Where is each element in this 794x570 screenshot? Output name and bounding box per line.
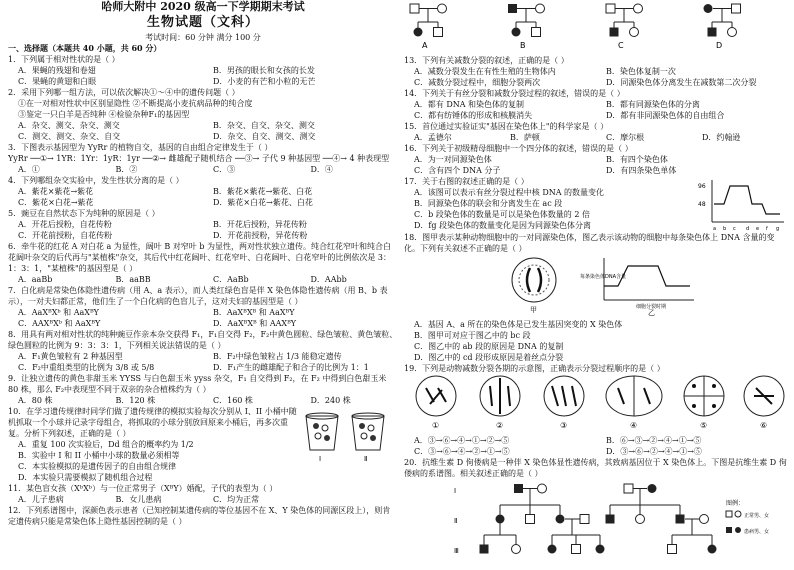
options xyxy=(404,165,788,176)
pedigree-label: D xyxy=(716,41,723,50)
pedigree-c xyxy=(606,4,643,50)
option[interactable]: A．80 株 xyxy=(18,396,53,405)
cell-label: ③ xyxy=(560,421,568,430)
option[interactable]: D．240 株 xyxy=(310,396,351,405)
option[interactable]: D．F₁产生的雌雄配子和合子的比例为 1：1 xyxy=(213,363,369,372)
option[interactable]: B．aaBB xyxy=(115,275,151,284)
option[interactable]: C．含有四个 DNA 分子 xyxy=(414,166,501,175)
option[interactable]: C．果蝇的黄翅和白眼 xyxy=(18,77,97,86)
bucket-label: Ⅱ xyxy=(364,455,368,463)
x-tick: c xyxy=(733,226,736,232)
option[interactable]: C．均为正常 xyxy=(213,495,260,504)
x-tick: d xyxy=(746,226,750,232)
cross-chain: YyRr ──①→ 1YR：1Yr：1yR：1yr ──②→ 雌雄配子随机结合 ──③→ 子代 9 种基因型 ──④→ 4 种表现型 xyxy=(8,154,390,163)
bucket-2 xyxy=(352,413,384,463)
dna-curve xyxy=(714,186,780,214)
legend-affected: 患病男、女 xyxy=(744,529,770,535)
option[interactable]: B．开花后授粉，异花传粉 xyxy=(213,220,307,229)
x-tick: b xyxy=(723,226,727,232)
options xyxy=(404,66,788,77)
option[interactable]: B．AaXᴮXᴮ 和 AaXᴮY xyxy=(213,308,295,317)
cell-5 xyxy=(684,376,724,430)
question-10 xyxy=(8,406,398,483)
option[interactable]: A．该图可以表示有丝分裂过程中核 DNA 的数量变化 xyxy=(414,188,605,197)
pedigree-b xyxy=(508,4,545,50)
option[interactable]: B．萨顿 xyxy=(510,133,540,142)
option[interactable]: A．果蝇的残翅和卷翅 xyxy=(18,66,96,75)
options xyxy=(8,186,398,197)
option[interactable]: C．测交、测交、杂交、自交 xyxy=(18,132,121,141)
cell-label: ① xyxy=(432,421,440,430)
pedigree-12-figure xyxy=(404,0,788,52)
options xyxy=(404,435,788,446)
option[interactable]: D．AaXᴮXᴮ 和 AAXᴮY xyxy=(213,319,297,328)
option[interactable]: B．⑥→③→②→④→①→⑤ xyxy=(606,436,702,445)
option[interactable]: A．孟德尔 xyxy=(414,133,452,142)
question-stem: 15．首位通过实验证实"基因在染色体上"的科学家是（ ） xyxy=(404,122,609,131)
options xyxy=(404,154,788,165)
cell-label: ② xyxy=(496,421,504,430)
option[interactable]: D．杂交、自交、测交、测交 xyxy=(213,132,316,141)
generation-label: Ⅱ xyxy=(454,517,458,525)
option[interactable]: D．AAbb xyxy=(310,275,347,284)
question-stem: 20．抗维生素 D 佝偻病是一种伴 X 染色体显性遗传病，其致病基因位于 X 染色体上。下图是抗维生素 D 佝偻病的系谱图。相关叙述正确的是（ ） xyxy=(404,458,787,478)
option[interactable]: D．都有非同源染色体的自由组合 xyxy=(606,111,725,120)
option[interactable]: C．本实验模拟的是遗传因子的自由组合规律 xyxy=(18,462,177,471)
option[interactable]: A．③→⑥→④→①→②→⑤ xyxy=(414,436,510,445)
options xyxy=(8,164,398,175)
option[interactable]: C．减数分裂过程中，细胞分裂两次 xyxy=(414,78,541,87)
cell-3 xyxy=(544,376,584,430)
cell-2 xyxy=(480,376,520,430)
pedigree-20-figure xyxy=(404,479,788,567)
option[interactable]: C．AaBb xyxy=(213,275,249,284)
options xyxy=(8,318,398,329)
question-stem: 11．某色盲女孩（XᵇXᵇ）与一位正常男子（XᴮY）婚配，子代的表型为（ ） xyxy=(8,484,278,493)
axis-label: 细胞分裂时期 xyxy=(636,304,667,310)
option[interactable]: D．图乙中的 cd 段形成原因是着丝点分裂 xyxy=(414,353,564,362)
question-stem: 7．白化病是常染色体隐性遗传病（用 A、a 表示），而人类红绿色盲是伴 X 染色体隐性遗传病（用 B、b 表示），一对夫妇都正常，他们生了一个白化病的色盲儿子，这对夫妇的基因型是（ ） xyxy=(8,286,388,306)
question-line: ③鉴定一只白羊是否纯种 ④检验杂种F₁的基因型 xyxy=(18,110,190,119)
option[interactable]: B．② xyxy=(115,165,138,174)
question-stem: 10．在学习遗传规律时同学们做了遗传规律的模拟实验每次分别从 I、II 小桶中随机抓取一个小球并记录字母组合，将抓取的小球分别放回原来小桶后，再多次重复。分析下列叙述，正确的是（ ） xyxy=(8,407,297,438)
option[interactable]: A．AaXᴮXᵇ 和 AaXᴮY xyxy=(18,308,99,317)
option[interactable]: B．都有同源染色体的分离 xyxy=(606,100,700,109)
left-column xyxy=(8,0,398,527)
dna-curve-figure xyxy=(696,176,786,232)
option[interactable]: D．④ xyxy=(310,165,333,174)
y-tick: 48 xyxy=(698,201,706,208)
option[interactable]: D．有四条染色单体 xyxy=(606,166,677,175)
question-stem: 14．下列关于有丝分裂和减数分裂过程的叙述，错误的是（ ） xyxy=(404,89,625,98)
question-stem: 17．关于右图的叙述正确的是（ ） xyxy=(404,177,529,186)
pedigree-d xyxy=(704,4,741,50)
option[interactable]: C．160 株 xyxy=(213,396,253,405)
option[interactable]: C．都有纺锤体的形成和核膜消失 xyxy=(414,111,533,120)
generation-label: Ⅰ xyxy=(454,487,457,495)
option[interactable]: D．小麦的有芒和小粒的无芒 xyxy=(213,77,316,86)
generation-label: Ⅲ xyxy=(454,547,459,555)
option[interactable]: C．开花前授粉，自花传粉 xyxy=(18,231,113,240)
option[interactable]: D．fg 段染色体的数量变化是因为同源染色体分离 xyxy=(414,221,592,230)
legend-title: 图例： xyxy=(726,500,745,507)
option[interactable]: D．本实验只需要模拟了随机组合过程 xyxy=(18,473,153,482)
options xyxy=(8,307,398,318)
option[interactable]: A．杂交、测交、杂交、测交 xyxy=(18,121,120,130)
question-stem: 16．下列关于初级精母细胞中一个四分体的叙述，错误的是（ ） xyxy=(404,144,633,153)
option[interactable]: A．基因 A、a 所在的染色体是已发生基因突变的 X 染色体 xyxy=(414,320,623,329)
cell-jia xyxy=(512,258,556,314)
pedigree-label: B xyxy=(520,41,526,50)
option[interactable]: B．杂交、自交、杂交、测交 xyxy=(213,121,315,130)
section-heading: 一、选择题（本题共 40 小题，共 60 分） xyxy=(8,43,162,53)
right-column xyxy=(404,0,788,570)
chart-yi xyxy=(580,258,694,316)
question-stem: 9．让独立遗传的黄色非甜玉米 YYSS 与白色甜玉米 yyss 杂交，F₁ 自交得到 F₂，在 F₂ 中得到白色甜玉米 80 株，那么 F₂中表现型不同于双亲的杂合植株约为（ ） xyxy=(8,374,387,394)
question-stem: 8．用具有两对相对性状的纯种豌豆作亲本杂交获得 F₁，F₁自交得 F₂，F₂中黄色圆粒、绿色皱粒、黄色皱粒、绿色圆粒的比例为 9：3：3：1，下列相关说法错误的是（ ） xyxy=(8,330,398,350)
option[interactable]: D．同源染色体分离发生在减数第二次分裂 xyxy=(606,78,757,87)
option[interactable]: C．摩尔根 xyxy=(606,133,645,142)
option[interactable]: B．120 株 xyxy=(115,396,156,405)
options xyxy=(404,132,788,143)
question-line: ①在一对相对性状中区别显隐性 ②不断提高小麦抗病品种的纯合度 xyxy=(18,99,253,108)
axis-label: 每条染色体DNA含量 xyxy=(580,274,627,280)
question-stem: 1．下列属于相对性状的是（ ） xyxy=(8,55,120,64)
option[interactable]: B．男孩的眼长和女孩的长发 xyxy=(213,66,315,75)
option[interactable]: B．实验中 I 和 II 小桶中小球的数量必须相等 xyxy=(18,451,180,460)
question-10-text xyxy=(8,406,298,483)
x-tick: f xyxy=(766,226,768,232)
cell-label: ⑤ xyxy=(700,421,708,430)
option[interactable]: A．F₁黄色皱粒有 2 种基因型 xyxy=(18,352,123,361)
option[interactable]: D．开花前授粉，异花传粉 xyxy=(213,231,308,240)
meiosis-cells-figure xyxy=(404,374,788,432)
options xyxy=(8,131,398,142)
option[interactable]: D．③→⑥→②→④→①→⑤ xyxy=(606,447,702,456)
exam-subject: 生物试题（文科） xyxy=(146,15,259,30)
question-stem: 12．下列系谱图中，深颜色表示患者（已知控制某遗传病的等位基因不在 X、Y 染色体的同源区段上），则肯定遗传病只能是常染色体上隐性基因控制的是（ ） xyxy=(8,506,391,526)
legend-normal: 正常男、女 xyxy=(744,513,770,519)
option[interactable]: A．减数分裂发生在有性生殖的生物体内 xyxy=(414,67,556,76)
option[interactable]: C．b 段染色体的数量是可以是染色体数量的 2 倍 xyxy=(414,210,590,219)
option[interactable]: A．紫花×紫花→紫花 xyxy=(18,187,94,196)
options xyxy=(8,274,398,285)
option[interactable]: D．约翰逊 xyxy=(702,133,741,142)
bucket-1 xyxy=(306,413,338,463)
options xyxy=(404,110,788,121)
x-tick: e xyxy=(756,226,760,232)
question-stem: 18．图甲表示某种动物细胞中的一对同源染色体，图乙表示该动物的细胞中每条染色体上 DNA 含量的变化。下列有关叙述不正确的是（ ） xyxy=(404,233,775,253)
option[interactable]: C．紫花×白花→紫花 xyxy=(18,198,94,207)
question-17 xyxy=(404,176,788,232)
options xyxy=(8,351,398,362)
option[interactable]: A．儿子患病 xyxy=(18,495,64,504)
pedigree-label: C xyxy=(618,41,624,50)
x-tick: a xyxy=(713,226,717,232)
options xyxy=(8,362,398,373)
x-tick: g xyxy=(776,226,780,232)
y-tick: 96 xyxy=(698,183,706,190)
option[interactable]: A．① xyxy=(18,165,40,174)
exam-info: 考试时间：60 分钟 满分 100 分 xyxy=(145,33,261,42)
cell-label: ⑥ xyxy=(760,421,768,430)
options xyxy=(8,395,398,406)
option[interactable]: C．③ xyxy=(213,165,236,174)
option[interactable]: C．AAXᴮXᵇ 和 AaXᴮY xyxy=(18,319,101,328)
option[interactable]: A．aaBb xyxy=(18,275,53,284)
q18-figures xyxy=(404,254,788,316)
cell-6 xyxy=(744,376,784,430)
option[interactable]: C．图乙中的 ab 段的原因是 DNA 的复制 xyxy=(414,342,564,351)
bucket-label: Ⅰ xyxy=(319,455,322,463)
exam-title: 哈师大附中 2020 级高一下学期期末考试 xyxy=(101,0,305,13)
question-17-text xyxy=(404,176,696,232)
option[interactable]: B．F₂中绿色皱粒占 1/3 能稳定遗传 xyxy=(213,352,342,361)
question-stem: 5．豌豆在自然状态下为纯种的原因是（ ） xyxy=(8,209,160,218)
options xyxy=(8,197,398,208)
question-stem: 6．牵牛花的红花 A 对白花 a 为显性，阔叶 B 对窄叶 b 为显性，两对性状独立遗传。纯合红花窄叶和纯合白花阔叶杂交的后代再与"某植株"杂交，其后代中红花阔叶、红花窄叶、白花阔叶、白花窄叶的比例依次是 3：1：3：1，"某植株"的基因型是（ ） xyxy=(8,242,391,273)
option[interactable]: A．开花后授粉，自花传粉 xyxy=(18,220,112,229)
option[interactable]: B．图甲可对应于图乙中的 bc 段 xyxy=(414,331,531,340)
question-stem: 4．下列哪组杂交实验中，发生性状分离的是（ ） xyxy=(8,176,184,185)
options xyxy=(8,76,398,87)
option[interactable]: A．为一对同源染色体 xyxy=(414,155,492,164)
buckets-figure xyxy=(298,406,394,466)
option[interactable]: B．染色体复制一次 xyxy=(606,67,676,76)
options xyxy=(8,219,398,230)
option[interactable]: A．都有 DNA 和染色体的复制 xyxy=(414,100,525,109)
option[interactable]: B．女儿患病 xyxy=(115,495,162,504)
options xyxy=(404,446,788,457)
options xyxy=(8,494,398,505)
option[interactable]: B．紫花×紫花→紫花、白花 xyxy=(213,187,313,196)
question-stem: 13．下列有关减数分裂的叙述，正确的是（ ） xyxy=(404,56,569,65)
option[interactable]: A．重复 100 次实验后，Dd 组合的概率约为 1/2 xyxy=(18,440,194,449)
cell-label: ④ xyxy=(630,421,638,430)
option[interactable]: B．有四个染色体 xyxy=(606,155,668,164)
figure-label: 甲 xyxy=(530,306,537,314)
option[interactable]: B．同源染色体的联会和分离发生在 ac 段 xyxy=(414,199,563,208)
options xyxy=(8,65,398,76)
options xyxy=(404,77,788,88)
options xyxy=(8,120,398,131)
option[interactable]: C．③→⑥→④→②→①→⑤ xyxy=(414,447,510,456)
options xyxy=(8,230,398,241)
figure-label: 乙 xyxy=(648,309,655,316)
question-stem: 2．采用下列哪一组方法，可以依次解决①～④中的遗传问题（ ） xyxy=(8,88,240,97)
option[interactable]: D．紫花×白花→紫花、白花 xyxy=(213,198,313,207)
legend xyxy=(726,499,769,535)
pedigree-label: A xyxy=(422,41,428,50)
options xyxy=(404,99,788,110)
question-stem: 3．下图表示基因型为 YyRr 的植物自交，基因的自由组合定律发生于（ ） xyxy=(8,143,273,152)
cell-1 xyxy=(416,376,456,430)
question-stem: 19．下列是动物减数分裂各期的示意图，正确表示分裂过程顺序的是（ ） xyxy=(404,364,665,373)
cell-4 xyxy=(606,376,662,430)
pedigree-a xyxy=(410,4,447,50)
option[interactable]: C．F₂中重组类型的比例为 3/8 或 5/8 xyxy=(18,363,155,372)
